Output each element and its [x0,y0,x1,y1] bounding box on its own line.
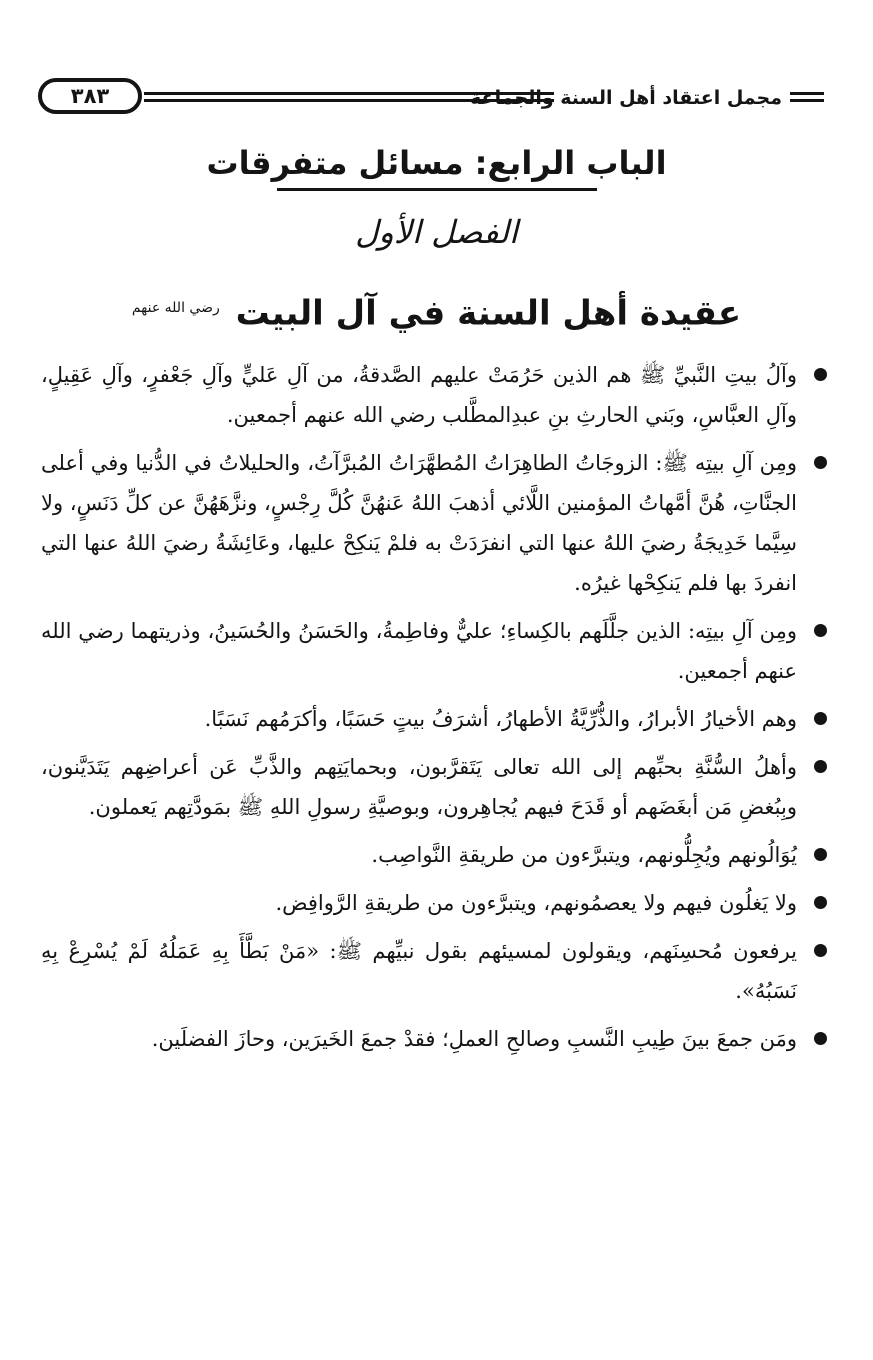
page-number: ٣٨٣ [38,78,142,114]
bullet-icon [814,944,827,957]
header-rule-left [144,92,554,102]
list-item-text: وآلُ بيتِ النَّبيِّ ﷺ هم الذين حَرُمَتْ عليهم الصَّدقةُ، من آلِ عَليٍّ وآلِ جَعْفرٍ، وآلِ عَقِيلٍ، وآلِ العبَّاسِ، وبَني الحارثِ بنِ عبدِالمطَّلب رضي الله عنهم أجمعين. [41,363,797,427]
list-item [41,931,831,1011]
topic-title [0,280,873,341]
list-item [41,443,831,603]
list-item-text: ومِن آلِ بيتِه ﷺ: الزوجَاتُ الطاهِرَاتُ المُطهَّرَاتُ المُبرَّآتُ، والحليلاتُ في الدُّنيا وفي أعلى الجنَّاتِ، هُنَّ أمَّهاتُ المؤمنين اللَّائي أذهبَ اللهُ عَنهُنَّ كُلَّ رِجْسٍ، ونزَّهَهُنَّ عن كلِّ دَنَسٍ، ولا سِيَّما خَدِيجَةُ رضيَ اللهُ عنها التي انفرَدَتْ به فلمْ يَنكِحْ عليها، وعَائِشَةُ رضيَ اللهُ عنها التي انفردَ بها فلم يَنكِحْها غيرُه. [41,451,797,595]
bullet-icon [814,760,827,773]
bullet-icon [814,848,827,861]
bullet-icon [814,712,827,725]
body-text [41,355,831,1067]
header-title: مجمل اعتقاد أهل السنة والجماعة [470,87,782,109]
bullet-icon [814,368,827,381]
list-item [41,699,831,739]
bullet-icon [814,624,827,637]
list-item-text: ومَن جمعَ بينَ طِيبِ النَّسبِ وصالحِ العملِ؛ فقدْ جمعَ الخَيرَين، وحازَ الفضلَين. [151,1027,797,1051]
list-item [41,883,831,923]
bullet-icon [814,896,827,909]
list-item-text: ولا يَغلُون فيهم ولا يعصمُونهم، ويتبرَّءون من طريقةِ الرَّوافِض. [275,891,797,915]
list-item-text: وأهلُ السُّنَّةِ بحبِّهم إلى الله تعالى يَتَقرَّبون، وبحمايَتِهم والذَّبِّ عَن أعراضِهم يَتَدَيَّنون، وبِبُغضِ مَن أبغَضَهم أو قَدَحَ فيهم يُجاهِرون، وبوصيَّةِ رسولِ اللهِ ﷺ بمَودَّتِهم يَعملون. [41,755,797,819]
list-item [41,355,831,435]
bullet-icon [814,456,827,469]
list-item [41,611,831,691]
list-item-text: يرفعون مُحسِنَهم، ويقولون لمسيئهم بقول نبيِّهم ﷺ: «مَنْ بَطَّأَ بِهِ عَمَلُهُ لَمْ يُسْرِعْ بِهِ نَسَبُهُ». [41,939,797,1003]
running-header [36,78,826,122]
list-item-text: يُوَالُونهم ويُجِلُّونهم، ويتبرَّءون من طريقةِ النَّواصِب. [371,843,797,867]
header-rule-right [790,92,824,102]
topic-title-text: عقيدة أهل السنة في آل البيت [235,293,742,334]
honorific-mark: رضي الله عنهم [131,300,220,316]
chapter-title-text: الباب الرابع: مسائل متفرقات [206,144,667,182]
chapter-title [0,138,873,191]
list-item-text: وهم الأخيارُ الأبرارُ، والذُّرِّيَّةُ الأطهارُ، أشرَفُ بيتٍ حَسَبًا، وأكرَمُهم نَسَبًا. [204,707,797,731]
list-item [41,835,831,875]
section-title: الفصل الأول [355,213,518,251]
list-item [41,747,831,827]
bullet-icon [814,1032,827,1045]
list-item [41,1019,831,1059]
chapter-title-underline [277,188,597,191]
list-item-text: ومِن آلِ بيتِه: الذين جلَّلَهم بالكِساءِ؛ عليٌّ وفاطِمةُ، والحَسَنُ والحُسَينُ، وذريتهما رضي الله عنهم أجمعين. [41,619,797,683]
